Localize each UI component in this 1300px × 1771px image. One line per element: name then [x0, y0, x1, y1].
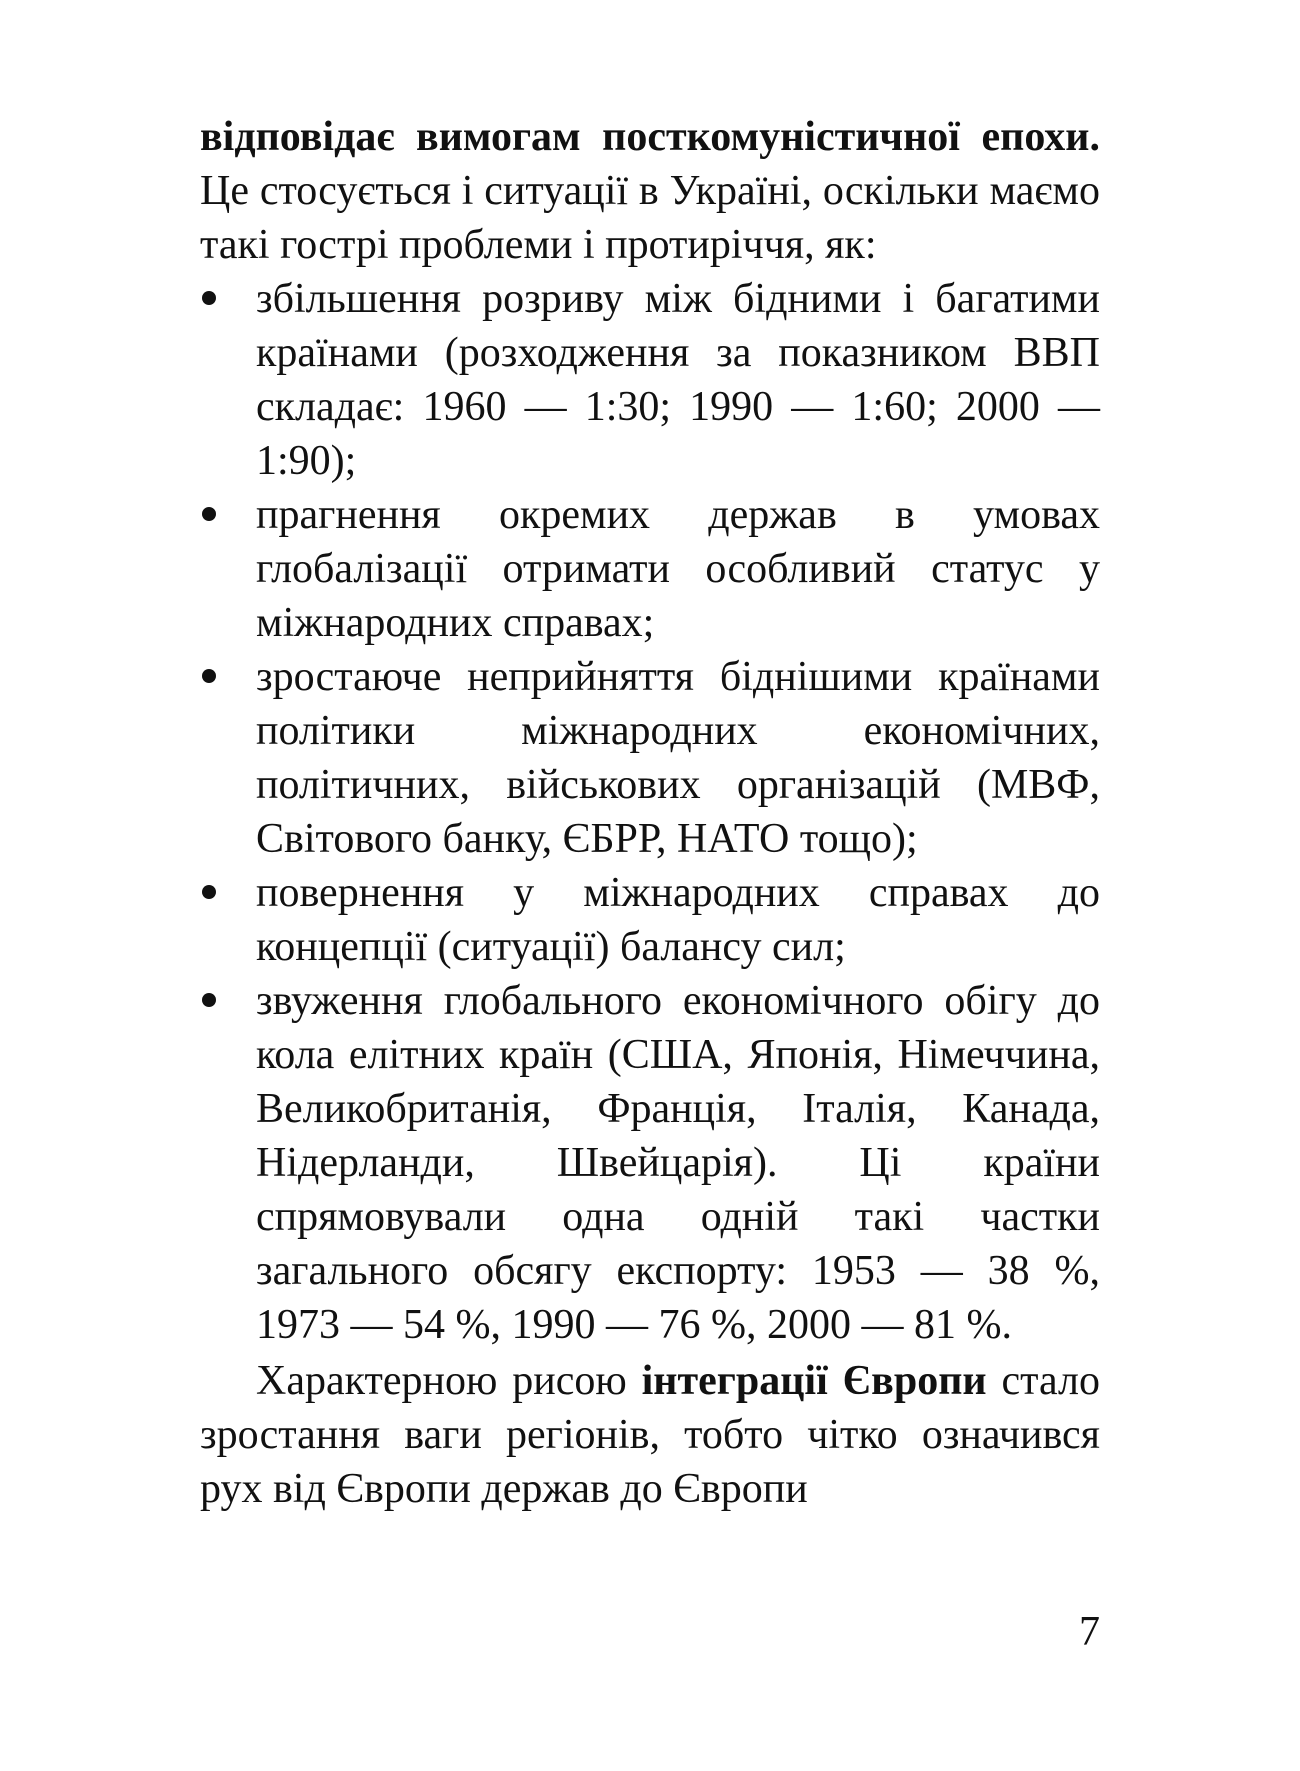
closing-text-start: Характерною рисою: [256, 1358, 642, 1404]
bullet-icon: [202, 669, 216, 683]
page-body: [200, 110, 1100, 1516]
list-item: [200, 650, 1100, 866]
bullet-icon: [202, 507, 216, 521]
list-item-text: повернення у міжнародних справах до концепції (ситуації) балансу сил;: [256, 870, 1100, 970]
closing-paragraph: [200, 1354, 1100, 1516]
list-item: [200, 866, 1100, 974]
intro-text: Це стосується і ситуації в Україні, оскільки маємо такі гострі проблеми і протиріччя, як:: [200, 168, 1100, 268]
bullet-icon: [202, 885, 216, 899]
problems-list: [200, 272, 1100, 1352]
list-item-text: збільшення розриву між бідними і багатими країнами (розходження за показником ВВП складає: 1960 — 1:30; 1990 — 1:60; 2000 — 1:90);: [256, 276, 1100, 484]
intro-bold-period: .: [1089, 114, 1100, 160]
intro-paragraph: [200, 110, 1100, 272]
closing-bold-term: інтеграції Європи: [641, 1358, 987, 1404]
closing-text-end: стало зростання ваги регіонів, тобто чітко означився рух від Європи держав до Європи: [200, 1358, 1100, 1512]
intro-bold-lead: відповідає вимогам посткомуністичної епохи: [200, 114, 1090, 160]
list-item-text: прагнення окремих держав в умовах глобалізації отримати особливий статус у міжнародних справах;: [256, 492, 1100, 646]
list-item: [200, 272, 1100, 488]
bullet-icon: [202, 291, 216, 305]
list-item: [200, 974, 1100, 1352]
list-item-text: звуження глобального економічного обігу до кола елітних країн (США, Японія, Німеччина, Великобританія, Франція, Італія, Канада, Нідерланди, Швейцарія). Ці країни спрямовували одна одній такі частки загального обсягу експорту: 1953 — 38 %, 1973 — 54 %, 1990 — 76 %, 2000 — 81 %.: [256, 978, 1100, 1348]
list-item-text: зростаюче неприйняття біднішими країнами політики міжнародних економічних, політичних, військових організацій (МВФ, Світового банку, ЄБРР, НАТО тощо);: [256, 654, 1100, 862]
page-number: 7: [1079, 1609, 1100, 1655]
list-item: [200, 488, 1100, 650]
bullet-icon: [202, 993, 216, 1007]
